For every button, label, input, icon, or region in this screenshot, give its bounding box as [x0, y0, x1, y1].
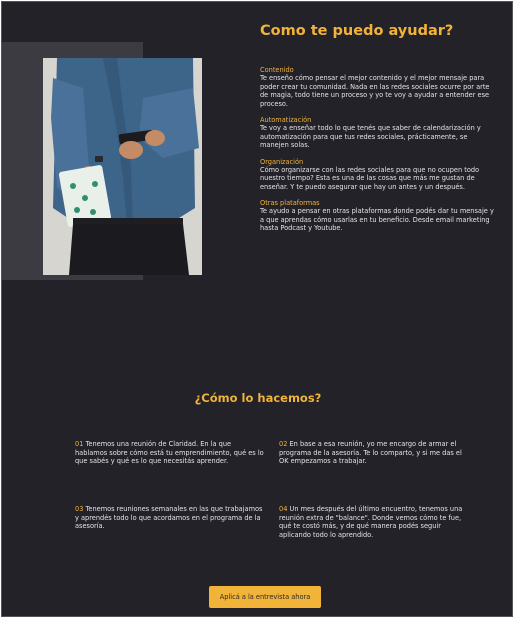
step-item	[75, 440, 265, 466]
service-description: Te enseño cómo pensar el mejor contenido y el mejor mensaje para poder crear tu comunidad. Nada en las redes sociales ocurre por arte de magia, todo tiene un proceso y yo te voy a ayudar a entender ese proceso.	[260, 74, 490, 108]
step-item	[279, 505, 469, 539]
section-title-help: Como te puedo ayudar?	[260, 23, 454, 39]
service-title: Otras plataformas	[260, 199, 320, 207]
step-number: 03	[75, 505, 84, 513]
service-item	[260, 116, 496, 150]
service-description: Te voy a enseñar todo lo que tenés que saber de calendarización y automatización para que tus redes sociales, prácticamente, se manejen solas.	[260, 124, 481, 149]
step-text: Un mes después del último encuentro, tenemos una reunión extra de "balance". Donde vemos cómo te fue, qué te costó más, y de qué manera podés seguir aplicando todo lo aprendido.	[279, 505, 463, 539]
service-item	[260, 199, 496, 233]
service-item	[260, 158, 496, 192]
step-item	[75, 505, 265, 531]
step-text: Tenemos una reunión de Claridad. En la que hablamos sobre cómo está tu emprendimiento, qué es lo que sabés y qué es lo que necesitás aprender.	[75, 440, 264, 465]
service-title: Contenido	[260, 66, 294, 74]
apply-interview-button[interactable]: Aplicá a la entrevista ahora	[209, 586, 321, 608]
service-item	[260, 66, 496, 108]
service-title: Organización	[260, 157, 304, 166]
page	[1, 1, 513, 617]
step-item	[279, 440, 469, 466]
hero-photo	[43, 58, 202, 275]
section-title-how: ¿Cómo lo hacemos?	[194, 391, 322, 405]
service-title: Automatización	[260, 116, 312, 124]
service-description: Te ayudo a pensar en otras plataformas donde podés dar tu mensaje y a que aprendas cómo usarlas en tu beneficio. Desde email marketing hasta Podcast y Youtube.	[260, 207, 494, 232]
step-number: 01	[75, 440, 84, 448]
service-description: Cómo organizarse con las redes sociales para que no ocupen todo nuestro tiempo? Esta es una de las cosas que más me gustan de enseñar. Y te puedo asegurar que hay un antes y un después.	[260, 165, 480, 191]
step-text: Tenemos reuniones semanales en las que trabajamos y aprendés todo lo que acordamos en el programa de la asesoría.	[75, 505, 263, 530]
step-number: 04	[279, 505, 288, 513]
step-number: 02	[279, 440, 288, 448]
services-list	[260, 66, 496, 241]
step-text: En base a esa reunión, yo me encargo de armar el programa de la asesoría. Te lo comparto, y si me das el OK empezamos a trabajar.	[279, 440, 462, 465]
